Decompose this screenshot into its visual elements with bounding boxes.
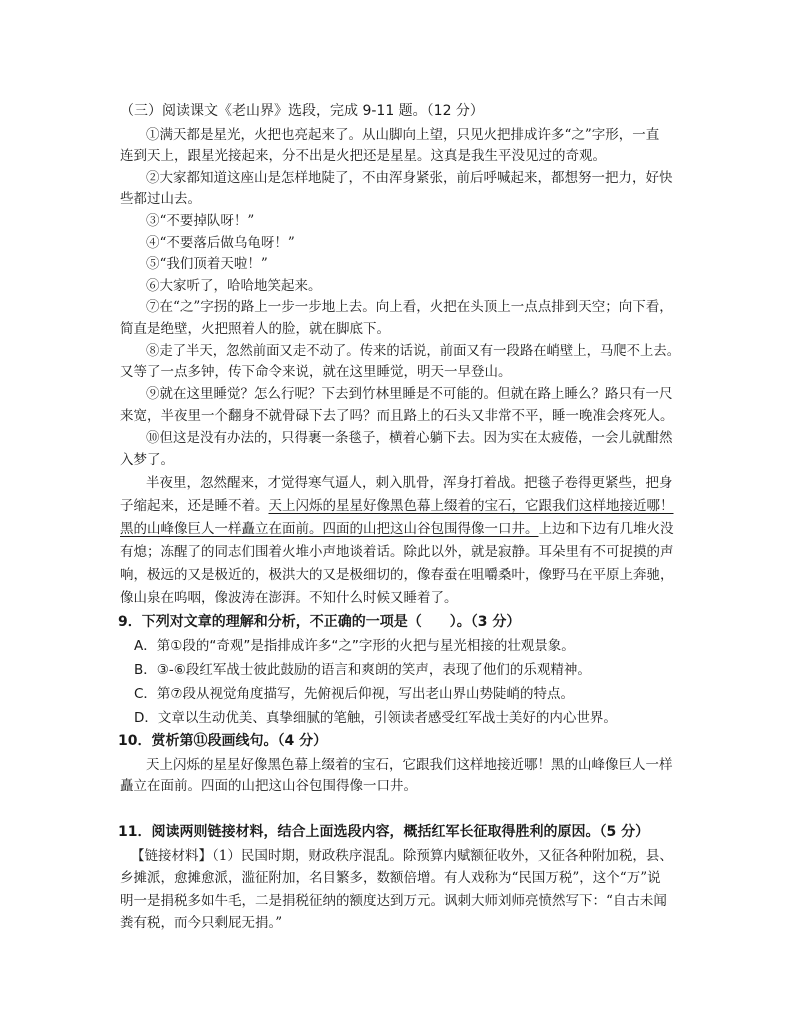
paragraph-10-line-2: 入梦了。	[120, 452, 174, 468]
paragraph-4: ④“不要落后做乌龟呀！”	[146, 235, 295, 251]
question-9-stem: 9．下列对文章的理解和分析，不正确的一项是（ ）。（3 分）	[118, 614, 521, 630]
paragraph-7-line-2: 简直是绝壁，火把照着人的脸，就在脚底下。	[120, 321, 390, 337]
paragraph-8-line-2: 又等了一点多钟，传下命令来说，就在这里睡觉，明天一早登山。	[120, 364, 512, 380]
paragraph-8-line-1: ⑧走了半天，忽然前面又走不动了。传来的话说，前面又有一段路在峭壁上，马爬不上去。	[146, 343, 681, 359]
question-10-quote-line-2: 矗立在面前。四面的山把这山谷包围得像一口井。	[120, 778, 417, 794]
paragraph-11-text: 子缩起来，还是睡不着。	[120, 498, 269, 514]
paragraph-5: ⑤“我们顶着天啦！”	[146, 256, 268, 272]
paragraph-10-line-1: ⑩但这是没有办法的，只得裹一条毯子，横着心躺下去。因为实在太疲倦，一会儿就酣然	[146, 430, 673, 446]
question-10-stem: 10．赏析第⑪段画线句。（4 分）	[118, 733, 328, 749]
question-9-option-b: B．③-⑥段红军战士彼此鼓励的语言和爽朗的笑声，表现了他们的乐观精神。	[134, 662, 591, 678]
paragraph-3: ③“不要掉队呀！”	[146, 213, 255, 229]
paragraph-6: ⑥大家听了，哈哈地笑起来。	[146, 278, 322, 294]
paragraph-11-line-3	[120, 519, 674, 539]
question-9-option-a: A．第①段的“奇观”是指排成许多“之”字形的火把与星光相接的壮观景象。	[134, 638, 575, 654]
link-material-line-1: 【链接材料】（1）民国时期，财政秩序混乱。除预算内赋额征收外，又征各种附加税，县、	[131, 848, 673, 864]
link-material-line-2: 乡摊派，愈摊愈派，滥征附加，名目繁多，数额倍增。有人戏称为“民国万税”，这个“万”说	[120, 870, 661, 886]
paragraph-2-line-1: ②大家都知道这座山是怎样地陡了，不由浑身紧张，前后呼喊起来，都想努一把力，好快	[146, 170, 673, 186]
paragraph-2-line-2: 些都过山去。	[120, 191, 201, 207]
paragraph-11-line-4: 有熄；冻醒了的同志们围着火堆小声地谈着话。除此以外，就是寂静。耳朵里有不可捉摸的声	[120, 544, 674, 560]
question-10-quote-line-1: 天上闪烁的星星好像黑色幕上缀着的宝石，它跟我们这样地接近哪！黑的山峰像巨人一样	[146, 757, 673, 773]
question-9-option-d: D．文章以生动优美、真挚细腻的笔触，引领读者感受红军战士美好的内心世界。	[134, 710, 617, 726]
paragraph-1-line-2: 连到天上，跟星光接起来，分不出是火把还是星星。这真是我生平没见过的奇观。	[120, 148, 606, 164]
paragraph-7-line-1: ⑦在“之”字拐的路上一步一步地上去。向上看，火把在头顶上一点点排到天空；向下看，	[146, 299, 673, 315]
paragraph-9-line-2: 来宽，半夜里一个翻身不就骨碌下去了吗？而且路上的石头又非常不平，睡一晚准会疼死人。	[120, 408, 674, 424]
question-11-stem: 11．阅读两则链接材料，结合上面选段内容，概括红军长征取得胜利的原因。（5 分）	[118, 824, 650, 840]
paragraph-1-line-1: ①满天都是星光，火把也亮起来了。从山脚向上望，只见火把排成许多“之”字形，一直	[146, 127, 660, 143]
paragraph-11-text: 上边和下边有几堆火没	[538, 521, 674, 537]
paragraph-11-line-5: 响，极远的又是极近的，极洪大的又是极细切的，像春蚕在咀嚼桑叶，像野马在平原上奔驰，	[120, 567, 674, 583]
underlined-sentence: 天上闪烁的星星好像黑色幕上缀着的宝石，它跟我们这样地接近哪！	[268, 498, 674, 514]
link-material-line-4: 粪有税，而今只剩屁无捐。”	[120, 915, 283, 931]
underlined-sentence: 黑的山峰像巨人一样矗立在面前。四面的山把这山谷包围得像一口井。	[120, 521, 539, 537]
paragraph-11-line-2	[120, 496, 674, 516]
paragraph-11-line-1: 半夜里，忽然醒来，才觉得寒气逼人，刺入肌骨，浑身打着战。把毯子卷得更紧些，把身	[146, 475, 673, 491]
paragraph-11-line-6: 像山泉在呜咽，像波涛在澎湃。不知什么时候又睡着了。	[120, 590, 458, 606]
link-material-line-3: 明一是捐税多如牛毛，二是捐税征纳的额度达到万元。讽刺大师刘师亮愤然写下：“自古未闻	[120, 893, 667, 909]
paragraph-9-line-1: ⑨就在这里睡觉？怎么行呢？下去到竹林里睡是不可能的。但就在路上睡么？路只有一尺	[146, 386, 673, 402]
question-9-option-c: C．第⑦段从视觉角度描写，先俯视后仰视，写出老山界山势陡峭的特点。	[134, 686, 575, 702]
section-title: （三）阅读课文《老山界》选段，完成 9-11 题。（12 分）	[120, 103, 484, 119]
